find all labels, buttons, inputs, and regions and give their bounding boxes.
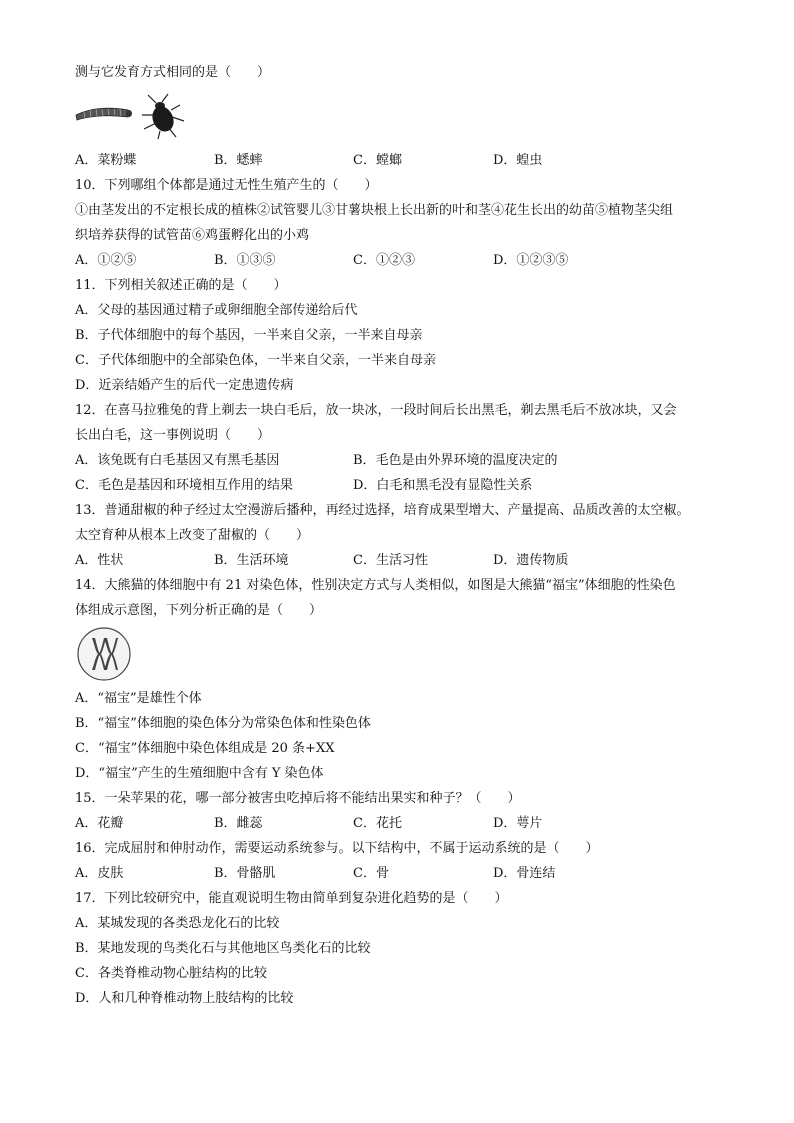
- q9-stem-tail: 测与它发育方式相同的是（ ）: [75, 65, 271, 80]
- q12-option-c: C．毛色是基因和环境相互作用的结果: [75, 478, 293, 493]
- q11-option-a: A．父母的基因通过精子或卵细胞全部传递给后代: [75, 303, 358, 318]
- q12-options-row1: [75, 452, 735, 470]
- q12-option-a: A．该兔既有白毛基因又有黑毛基因: [75, 453, 280, 468]
- q10-detail-line2: 织培养获得的试管苗⑥鸡蛋孵化出的小鸡: [75, 228, 310, 243]
- q11-option-b: B．子代体细胞中的每个基因，一半来自父亲，一半来自母亲: [75, 328, 423, 343]
- q14-option-b: B．“福宝”体细胞的染色体分为常染色体和性染色体: [75, 716, 371, 731]
- q13-option-c: C．生活习性: [353, 553, 428, 568]
- q9-option-a: A．菜粉蝶: [75, 153, 137, 168]
- q15-option-c: C．花托: [353, 816, 402, 831]
- q12-options-row2: [75, 477, 735, 495]
- larva-icon: [76, 108, 132, 120]
- q10-option-a: A．①②⑤: [75, 253, 137, 268]
- q16-option-d: D．骨连结: [493, 866, 556, 881]
- q12-stem-line1: 12．在喜马拉雅兔的背上剃去一块白毛后，放一块冰，一段时间后长出黑毛，剃去黑毛后不放冰块，又会: [75, 403, 677, 418]
- q10-options: [75, 252, 735, 270]
- q9-option-c: C．螳螂: [353, 153, 402, 168]
- q14-stem-line1: 14．大熊猫的体细胞中有 21 对染色体，性别决定方式与人类相似，如图是大熊猫“福宝”体细胞的性染色: [75, 578, 676, 593]
- q14-option-a: A．“福宝”是雄性个体: [75, 691, 202, 706]
- q13-option-d: D．遗传物质: [493, 553, 569, 568]
- q15-options: [75, 815, 735, 833]
- q9-option-d: D．蝗虫: [493, 153, 543, 168]
- q9-options: [75, 152, 735, 170]
- q12-option-b: B．毛色是由外界环境的温度决定的: [353, 453, 558, 468]
- beetle-icon: [142, 94, 184, 139]
- q14-option-d: D．“福宝”产生的生殖细胞中含有 Y 染色体: [75, 766, 324, 781]
- q11-option-c: C．子代体细胞中的全部染色体，一半来自父亲，一半来自母亲: [75, 353, 436, 368]
- q17-option-d: D．人和几种脊椎动物上肢结构的比较: [75, 991, 294, 1006]
- q16-option-a: A．皮肤: [75, 866, 124, 881]
- q9-option-b: B．蟋蟀: [214, 153, 263, 168]
- q10-option-d: D．①②③⑤: [493, 253, 569, 268]
- q11-stem: 11．下列相关叙述正确的是（ ）: [75, 278, 287, 293]
- q16-option-c: C．骨: [353, 866, 389, 881]
- chromosome-diagram: [76, 626, 132, 682]
- q17-option-c: C．各类脊椎动物心脏结构的比较: [75, 966, 267, 981]
- q13-stem-line2: 太空育种从根本上改变了甜椒的（ ）: [75, 528, 310, 543]
- q12-stem-line2: 长出白毛，这一事例说明（ ）: [75, 428, 271, 443]
- q15-option-d: D．萼片: [493, 816, 543, 831]
- q17-option-b: B．某地发现的鸟类化石与其他地区鸟类化石的比较: [75, 941, 371, 956]
- q10-option-c: C．①②③: [353, 253, 415, 268]
- q13-option-b: B．生活环境: [214, 553, 289, 568]
- q16-options: [75, 865, 735, 883]
- q10-detail-line1: ①由茎发出的不定根长成的植株②试管婴儿③甘薯块根上长出新的叶和茎④花生长出的幼苗⑤植物茎尖组: [75, 203, 674, 218]
- insect-figure: [72, 93, 190, 141]
- q11-option-d: D．近亲结婚产生的后代一定患遗传病: [75, 378, 294, 393]
- q12-option-d: D．白毛和黑毛没有显隐性关系: [353, 478, 533, 493]
- q15-stem: 15．一朵苹果的花，哪一部分被害虫吃掉后将不能结出果实和种子？（ ）: [75, 791, 521, 806]
- q14-option-c: C．“福宝”体细胞中染色体组成是 20 条+XX: [75, 741, 335, 756]
- q16-stem: 16．完成屈肘和伸肘动作，需要运动系统参与。以下结构中，不属于运动系统的是（ ）: [75, 841, 599, 856]
- q17-stem: 17．下列比较研究中，能直观说明生物由简单到复杂进化趋势的是（ ）: [75, 891, 508, 906]
- q13-option-a: A．性状: [75, 553, 124, 568]
- q15-option-a: A．花瓣: [75, 816, 124, 831]
- q16-option-b: B．骨骼肌: [214, 866, 276, 881]
- q10-stem: 10．下列哪组个体都是通过无性生殖产生的（ ）: [75, 178, 378, 193]
- q10-option-b: B．①③⑤: [214, 253, 276, 268]
- cell-outline-icon: [78, 628, 130, 680]
- q13-options: [75, 552, 735, 570]
- q15-option-b: B．雌蕊: [214, 816, 263, 831]
- q17-option-a: A．某城发现的各类恐龙化石的比较: [75, 916, 280, 931]
- q13-stem-line1: 13．普通甜椒的种子经过太空漫游后播种，再经过选择，培育成果型增大、产量提高、品质改善的太空椒。: [75, 503, 690, 518]
- q14-stem-line2: 体组成示意图，下列分析正确的是（ ）: [75, 603, 323, 618]
